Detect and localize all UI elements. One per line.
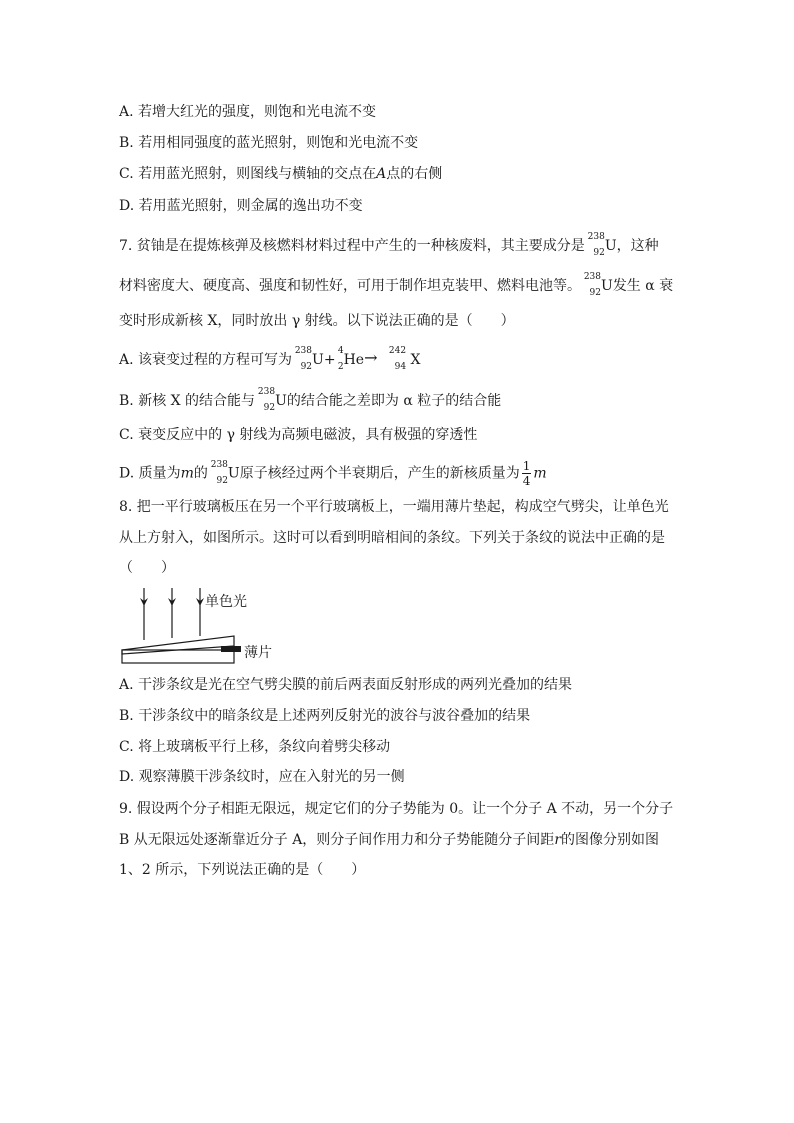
q8-stem-line3: （ ） bbox=[119, 560, 175, 576]
q6-option-d: D. 若用蓝光照射，则金属的逸出功不变 bbox=[119, 198, 363, 214]
incident-light-arrow-1 bbox=[140, 588, 148, 640]
point-a-label: A bbox=[376, 166, 387, 182]
u238-nuclide: 238 92 bbox=[294, 346, 313, 372]
q8-option-a: A. 干涉条纹是光在空气劈尖膜的前后两表面反射形成的两列光叠加的结果 bbox=[119, 677, 573, 693]
he4-nuclide: 4 2 bbox=[337, 346, 344, 372]
x242-nuclide: 242 94 bbox=[388, 346, 407, 372]
u238-nuclide: 238 92 bbox=[257, 387, 276, 413]
q7-stem-line3: 变时形成新核 X，同时放出 γ 射线。以下说法正确的是（ ） bbox=[119, 313, 515, 329]
lower-glass-plate bbox=[122, 650, 234, 663]
q7-stem-line2: 材料密度大、硬度高、强度和韧性好，可用于制作坦克装甲、燃料电池等。 238 92 U发生 α 衰 bbox=[119, 272, 674, 298]
q8-option-c: C. 将上玻璃板平行上移，条纹向着劈尖移动 bbox=[119, 739, 391, 755]
u238-nuclide: 238 92 bbox=[587, 232, 605, 258]
u238-nuclide: 238 92 bbox=[583, 272, 601, 298]
one-quarter-fraction: $\frac{1}{4}$ bbox=[522, 459, 531, 488]
u238-nuclide: 238 92 bbox=[210, 459, 228, 486]
q6-option-a: A. 若增大红光的强度，则饱和光电流不变 bbox=[119, 104, 377, 120]
monochromatic-light-label: 单色光 bbox=[205, 594, 247, 610]
q8-stem-line1: 8. 把一平行玻璃板压在另一个平行玻璃板上，一端用薄片垫起，构成空气劈尖，让单色光 bbox=[119, 499, 669, 515]
air-wedge-diagram bbox=[115, 584, 285, 668]
incident-light-arrow-2 bbox=[168, 588, 176, 638]
q7-option-a: A. 该衰变过程的方程可写为 238 92 U+ 4 2 He → 242 94 X bbox=[119, 346, 421, 372]
q7-option-d: D. 质量为m的 238 92 U原子核经过两个半衰期后，产生的新核质量为 $\frac{1}{4}$ m bbox=[119, 459, 547, 488]
q8-stem-line2: 从上方射入，如图所示。这时可以看到明暗相间的条纹。下列关于条纹的说法中正确的是 bbox=[119, 530, 665, 546]
q9-stem-line2: B 从无限远处逐渐靠近分子 A，则分子间作用力和分子势能随分子间距r的图像分别如图 bbox=[119, 832, 660, 848]
q7-option-c: C. 衰变反应中的 γ 射线为高频电磁波，具有极强的穿透性 bbox=[119, 427, 478, 443]
q7-option-b: B. 新核 X 的结合能与 238 92 U的结合能之差即为 α 粒子的结合能 bbox=[119, 387, 502, 413]
q9-stem-line1: 9. 假设两个分子相距无限远，规定它们的分子势能为 0。让一个分子 A 不动，另一个分子 bbox=[119, 801, 674, 817]
q6-option-c: C. 若用蓝光照射，则图线与横轴的交点在A点的右侧 bbox=[119, 166, 443, 182]
incident-light-arrow-3 bbox=[196, 588, 204, 636]
q8-option-d: D. 观察薄膜干涉条纹时，应在入射光的另一侧 bbox=[119, 769, 405, 785]
upper-glass-plate bbox=[122, 636, 234, 654]
q9-stem-line3: 1、2 所示，下列说法正确的是（ ） bbox=[119, 862, 366, 878]
q6-option-b: B. 若用相同强度的蓝光照射，则饱和光电流不变 bbox=[119, 135, 419, 151]
q7-stem-line1: 7. 贫铀是在提炼核弹及核燃料材料过程中产生的一种核废料，其主要成分是 238 92 U，这种 bbox=[119, 232, 659, 258]
shim-label: 薄片 bbox=[244, 645, 272, 661]
thin-shim bbox=[221, 646, 241, 652]
reaction-arrow-icon: → bbox=[364, 348, 378, 367]
q8-option-b: B. 干涉条纹中的暗条纹是上述两列反射光的波谷与波谷叠加的结果 bbox=[119, 708, 531, 724]
